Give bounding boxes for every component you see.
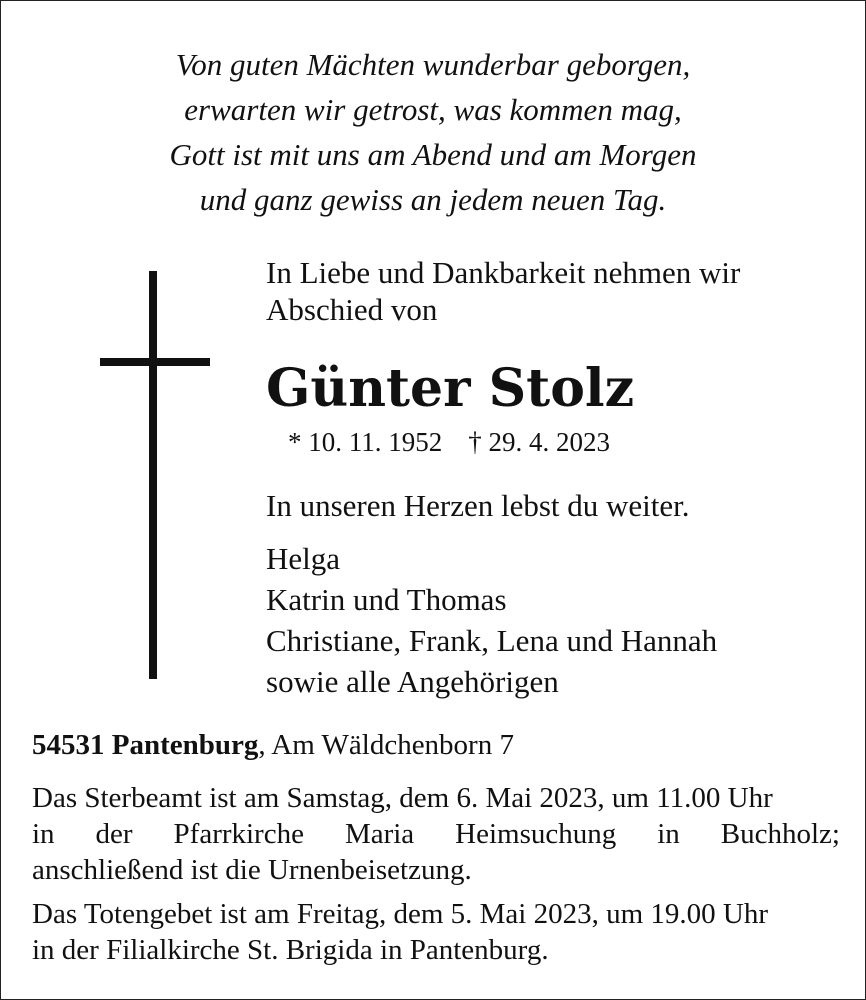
birth-date: * 10. 11. 1952 <box>288 427 443 457</box>
address-city: 54531 Pantenburg <box>32 729 259 761</box>
sterbeamt-paragraph <box>32 780 840 888</box>
intro-line: Abschied von <box>266 292 438 327</box>
word: in <box>32 818 55 850</box>
totengebet-line: Das Totengebet ist am Freitag, dem 5. Mai 2023, um 19.00 Uhr <box>32 898 769 930</box>
word: Maria <box>344 818 415 850</box>
poem-line: Von guten Mächten wunderbar geborgen, <box>175 47 691 82</box>
life-dates <box>288 424 610 460</box>
memorial-sentence: In unseren Herzen lebst du weiter. <box>266 488 690 523</box>
totengebet-line: in der Filialkirche St. Brigida in Pantenburg. <box>32 934 549 966</box>
word: Pfarrkirche <box>173 818 304 850</box>
sterbeamt-line <box>32 816 840 852</box>
cross-vertical-bar <box>149 271 157 679</box>
deceased-name: Günter Stolz <box>266 358 635 419</box>
word: Buchholz; <box>720 818 840 850</box>
intro-line: In Liebe und Dankbarkeit nehmen wir <box>266 255 741 290</box>
word: in <box>657 818 680 850</box>
intro-text <box>266 254 740 328</box>
mourner: sowie alle Angehörigen <box>266 664 559 699</box>
death-date: † 29. 4. 2023 <box>468 427 610 457</box>
cross-horizontal-bar <box>100 358 210 366</box>
word: der <box>95 818 133 850</box>
poem-line: und ganz gewiss an jedem neuen Tag. <box>199 182 667 217</box>
mourner: Katrin und Thomas <box>266 582 507 617</box>
sterbeamt-line: anschließend ist die Urnenbeisetzung. <box>32 854 472 886</box>
mourner: Helga <box>266 541 341 576</box>
poem <box>0 42 866 222</box>
address-street: , Am Wäldchenborn 7 <box>258 729 514 761</box>
totengebet-paragraph <box>32 896 840 968</box>
poem-line: Gott ist mit uns am Abend und am Morgen <box>169 137 697 172</box>
cross-icon <box>100 271 210 679</box>
mourner: Christiane, Frank, Lena und Hannah <box>266 623 718 658</box>
sterbeamt-line: Das Sterbeamt ist am Samstag, dem 6. Mai 2023, um 11.00 Uhr <box>32 782 773 814</box>
word: Heimsuchung <box>455 818 617 850</box>
address <box>32 726 840 764</box>
poem-line: erwarten wir getrost, was kommen mag, <box>184 92 682 127</box>
mourners-list <box>266 538 717 702</box>
